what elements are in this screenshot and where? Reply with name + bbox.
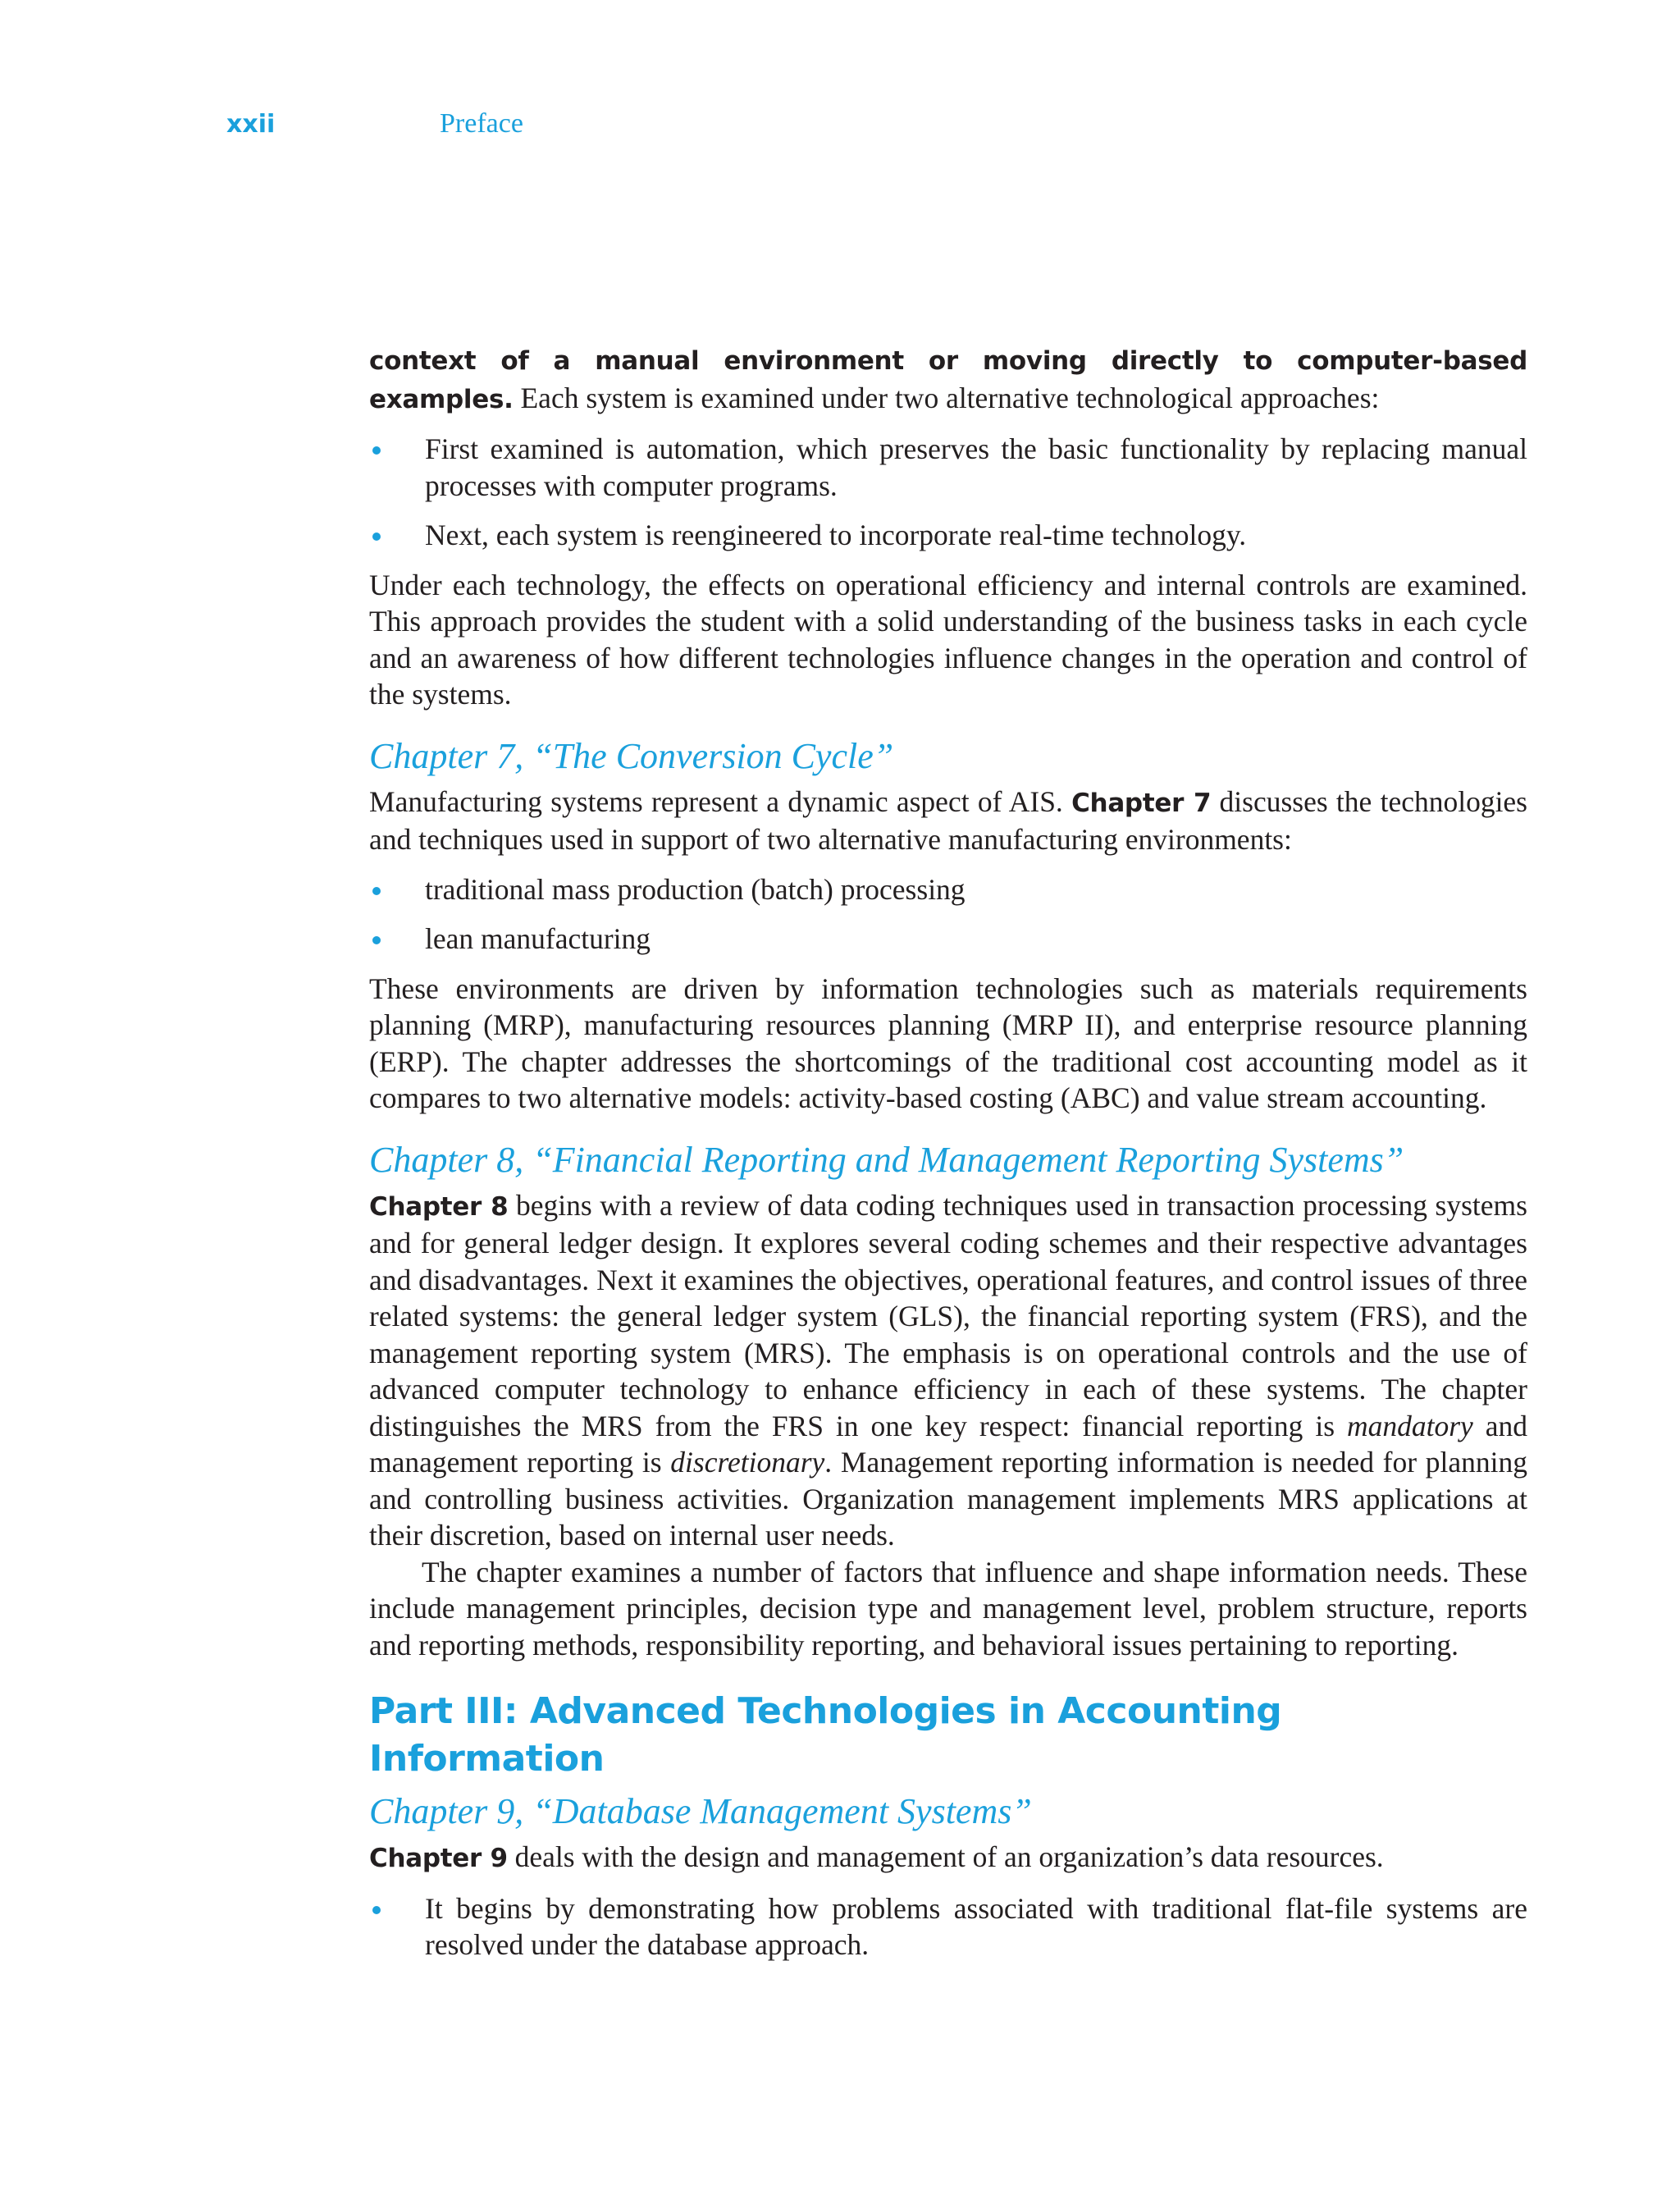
page-header bbox=[0, 110, 1680, 151]
part-3-heading: Part III: Advanced Technologies in Accounting Information bbox=[369, 1690, 1282, 1780]
intro-paragraph bbox=[369, 341, 1527, 418]
chapter-8-text: . Management reporting information is needed for planning and controlling business activities. Organization management implements MRS applications at their discretion, based on internal user needs. bbox=[369, 1446, 1527, 1552]
list-item bbox=[369, 921, 1527, 958]
chapter-8-text: and management reporting is bbox=[369, 1409, 1528, 1479]
list-item-text: traditional mass production (batch) processing bbox=[425, 872, 966, 906]
list-item bbox=[369, 871, 1527, 908]
list-item-text: It begins by demonstrating how problems associated with traditional flat-file systems are resolved under the database approach. bbox=[425, 1891, 1527, 1961]
chapter-7-paragraph-2: These environments are driven by information technologies such as materials requirements planning (MRP), manufacturing resources planning (MRP II), and enterprise resource planning (ERP). The chapter addresses the shortcomings of the traditional cost accounting model as it compares to two alternative models: activity-based costing (ABC) and value stream accounting. bbox=[369, 971, 1527, 1114]
bullet-icon bbox=[372, 533, 381, 541]
list-item-text: lean manufacturing bbox=[425, 922, 651, 955]
intro-lead-bold: context of a manual environment or moving directly to computer-based examples. bbox=[369, 346, 1527, 414]
list-item bbox=[369, 517, 1527, 554]
running-head: Preface bbox=[440, 108, 523, 139]
chapter-7-text: discusses the technologies and techniques used in support of two alternative manufacturing environments: bbox=[369, 784, 1528, 856]
intro-closing-paragraph: Under each technology, the effects on operational efficiency and internal controls are examined. This approach provides the student with a solid understanding of the business tasks in each cycle and an awareness of how different technologies influence changes in the operation and control of the systems. bbox=[369, 568, 1527, 711]
list-item-text: First examined is automation, which preserves the basic functionality by replacing manual processes with computer programs. bbox=[425, 432, 1527, 502]
chapter-8-paragraph-2: The chapter examines a number of factors that influence and shape information needs. These include management principles, decision type and management level, problem structure, reports and reporting methods, responsibility reporting, and behavioral issues pertaining to reporting. bbox=[369, 1555, 1527, 1661]
chapter-9-heading: Chapter 9, “Database Management Systems” bbox=[369, 1791, 1032, 1831]
chapter-9-reference: Chapter 9 bbox=[369, 1844, 508, 1873]
chapter-7-text: Manufacturing systems represent a dynamic aspect of AIS. bbox=[369, 784, 1072, 818]
page-number: xxii bbox=[226, 110, 276, 139]
chapter-7-heading: Chapter 7, “The Conversion Cycle” bbox=[369, 735, 894, 776]
list-item bbox=[369, 1890, 1527, 1963]
list-item bbox=[369, 431, 1527, 504]
list-item-text: Next, each system is reengineered to incorporate real-time technology. bbox=[425, 519, 1247, 551]
chapter-8-paragraph bbox=[369, 1187, 1527, 1554]
chapter-8-reference: Chapter 8 bbox=[369, 1191, 509, 1222]
bullet-icon bbox=[372, 1906, 381, 1914]
intro-bullet-list bbox=[369, 431, 1527, 554]
chapter-7-paragraph bbox=[369, 784, 1527, 858]
chapter-9-paragraph bbox=[369, 1839, 1527, 1877]
intro-lead-text: Each system is examined under two alternative technological approaches: bbox=[513, 381, 1380, 414]
chapter-9-bullet-list bbox=[369, 1890, 1527, 1963]
chapter-8-emphasis: discretionary bbox=[670, 1446, 825, 1479]
chapter-9-text: deals with the design and management of an organization’s data resources. bbox=[507, 1840, 1384, 1873]
chapter-7-bullet-list bbox=[369, 871, 1527, 958]
bullet-icon bbox=[372, 936, 381, 944]
page-body bbox=[369, 341, 1527, 1963]
chapter-8-heading: Chapter 8, “Financial Reporting and Management Reporting Systems” bbox=[369, 1139, 1404, 1180]
chapter-8-text: begins with a review of data coding techniques used in transaction processing systems and for general ledger design. It explores several coding schemes and their respective advantages and disadvantages. Next it examines the objectives, operational features, and control issues of three related systems: the general ledger system (GLS), the financial reporting system (FRS), and the management reporting system (MRS). The emphasis is on operational controls and the use of advanced computer technology to enhance efficiency in each of these systems. The chapter distinguishes the MRS from the FRS in one key respect: financial reporting is bbox=[369, 1188, 1527, 1442]
chapter-8-emphasis: mandatory bbox=[1346, 1409, 1473, 1442]
chapter-7-reference: Chapter 7 bbox=[1071, 788, 1212, 818]
bullet-icon bbox=[372, 887, 381, 895]
bullet-icon bbox=[372, 446, 381, 455]
